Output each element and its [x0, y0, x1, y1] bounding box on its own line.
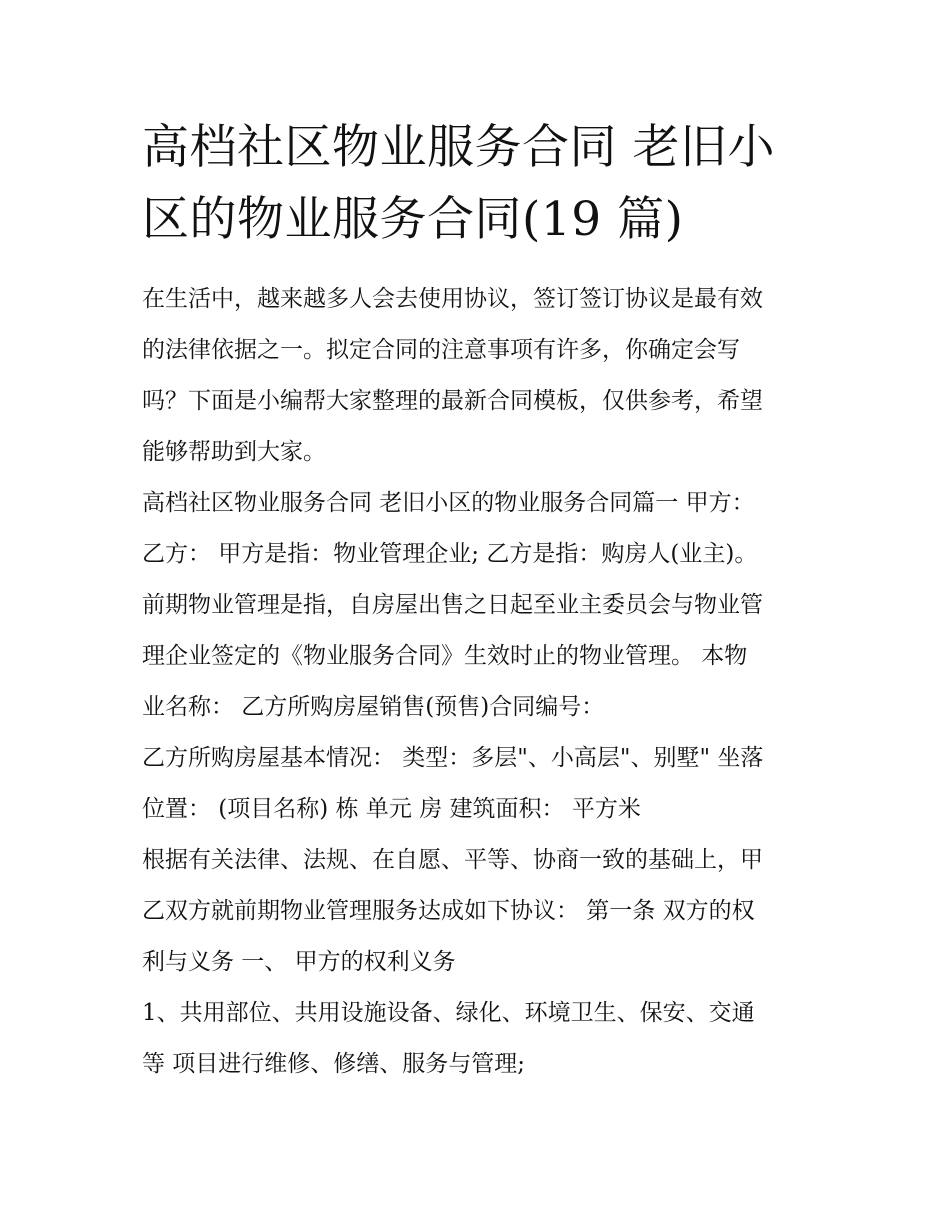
- text-line: 等 项目进行维修、修缮、服务与管理;: [142, 1051, 526, 1077]
- text-line: 在生活中，越来越多人会去使用协议，签订签订协议是最有效: [142, 286, 763, 312]
- agreement-paragraph: [142, 835, 832, 988]
- text-line: 吗？下面是小编帮大家整理的最新合同模板，仅供参考，希望: [142, 388, 763, 414]
- text-line: 1、共用部位、共用设施设备、绿化、环境卫生、保安、交通: [142, 1000, 755, 1026]
- title-line: 区的物业服务合同(19 篇): [142, 192, 684, 247]
- text-line: 高档社区物业服务合同 老旧小区的物业服务合同篇一 甲方：: [142, 490, 755, 516]
- clause-paragraph: [142, 988, 832, 1090]
- text-line: 位置： (项目名称) 栋 单元 房 建筑面积： 平方米: [142, 796, 641, 822]
- property-info-paragraph: [142, 733, 832, 835]
- text-line: 乙方： 甲方是指：物业管理企业; 乙方是指：购房人(业主)。: [142, 541, 758, 567]
- text-line: 能够帮助到大家。: [142, 439, 326, 465]
- document-title: [142, 112, 832, 256]
- title-line: 高档社区物业服务合同 老旧小: [142, 120, 775, 175]
- text-line: 业名称： 乙方所购房屋销售(预售)合同编号：: [142, 694, 605, 720]
- text-line: 的法律依据之一。拟定合同的注意事项有许多，你确定会写: [142, 337, 740, 363]
- intro-paragraph: [142, 274, 832, 478]
- text-line: 利与义务 一、 甲方的权利义务: [142, 949, 456, 975]
- text-line: 理企业签定的《物业服务合同》生效时止的物业管理。 本物: [142, 643, 748, 669]
- contract-parties-paragraph: [142, 478, 832, 733]
- text-line: 前期物业管理是指，自房屋出售之日起至业主委员会与物业管: [142, 592, 763, 618]
- text-line: 根据有关法律、法规、在自愿、平等、协商一致的基础上，甲: [142, 847, 763, 873]
- text-line: 乙方所购房屋基本情况： 类型：多层"、小高层"、别墅" 坐落: [142, 745, 764, 771]
- text-line: 乙双方就前期物业管理服务达成如下协议： 第一条 双方的权: [142, 898, 755, 924]
- document-body: [142, 274, 832, 1090]
